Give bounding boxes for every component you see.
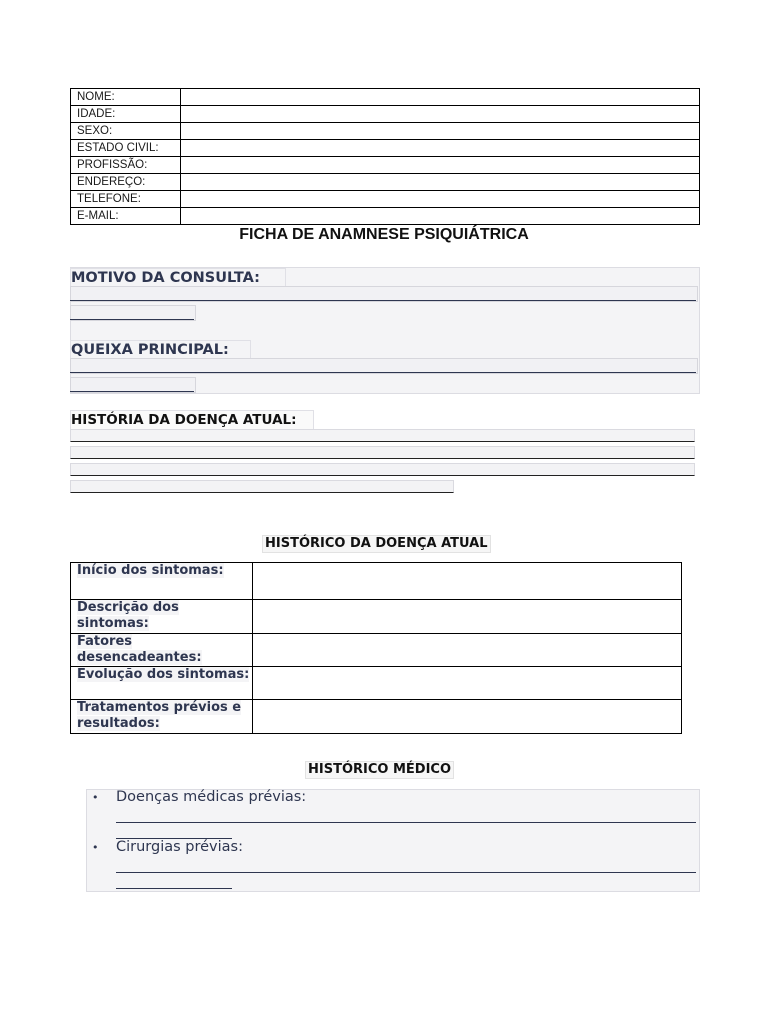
document-title: FICHA DE ANAMNESE PSIQUIÁTRICA [239,226,529,243]
bullet-icon: • [92,840,99,854]
row-value-inicio[interactable] [253,563,682,600]
field-label-estado-civil: ESTADO CIVIL: [71,140,181,157]
list-item [92,839,243,855]
table-row [71,123,700,140]
table-row [71,89,700,106]
symptoms-table [70,562,682,734]
table-row [71,634,682,667]
row-label-text: Tratamentos prévios e resultados: [77,700,242,731]
motivo-label: MOTIVO DA CONSULTA: [70,268,286,288]
field-label-email: E-MAIL: [71,208,181,225]
table-row [71,208,700,225]
historico-medico-heading: HISTÓRICO MÉDICO [305,761,454,779]
field-label-telefone: TELEFONE: [71,191,181,208]
field-label-profissao: PROFISSÃO: [71,157,181,174]
row-label-evolucao [71,667,253,700]
historico-doenca-heading: HISTÓRICO DA DOENÇA ATUAL [262,535,491,553]
table-row [71,563,682,600]
table-row [71,191,700,208]
field-label-sexo: SEXO: [71,123,181,140]
table-row [71,174,700,191]
field-label-nome: NOME: [71,89,181,106]
row-value-descricao[interactable] [253,600,682,634]
table-row [71,140,700,157]
row-label-descricao [71,600,253,634]
row-value-fatores[interactable] [253,634,682,667]
field-value-idade[interactable] [181,106,700,123]
historia-answer-line-3[interactable] [70,463,695,476]
row-label-text: Descrição dos sintomas: [77,600,179,631]
field-value-estado-civil[interactable] [181,140,700,157]
field-value-sexo[interactable] [181,123,700,140]
field-value-email[interactable] [181,208,700,225]
table-row [71,667,682,700]
row-label-fatores [71,634,253,667]
table-row [71,600,682,634]
cirurgias-underline-1[interactable] [116,872,696,873]
field-value-nome[interactable] [181,89,700,106]
bullet-icon: • [92,790,99,804]
motivo-underline-1 [70,300,696,301]
personal-info-table [70,88,700,225]
table-row [71,106,700,123]
row-label-text: Fatores desencadeantes: [77,634,202,665]
field-value-profissao[interactable] [181,157,700,174]
queixa-underline-1 [70,372,696,373]
table-row [71,157,700,174]
historia-answer-line-1[interactable] [70,429,695,442]
field-value-endereco[interactable] [181,174,700,191]
list-item [92,789,306,805]
table-row [71,700,682,734]
field-label-idade: IDADE: [71,106,181,123]
historia-answer-line-2[interactable] [70,446,695,459]
historia-label: HISTÓRIA DA DOENÇA ATUAL: [70,410,314,430]
row-label-tratamentos [71,700,253,734]
queixa-label: QUEIXA PRINCIPAL: [70,340,251,360]
row-label-text: Evolução dos sintomas: [77,667,250,682]
row-value-evolucao[interactable] [253,667,682,700]
doencas-underline-1[interactable] [116,822,696,823]
row-label-inicio [71,563,253,600]
field-label-endereco: ENDEREÇO: [71,174,181,191]
historia-answer-line-4[interactable] [70,480,454,493]
queixa-underline-2 [70,391,194,392]
item-label-cirurgias: Cirurgias prévias: [116,839,243,855]
motivo-underline-2 [70,319,194,320]
cirurgias-underline-2[interactable] [116,888,232,889]
item-label-doencas: Doenças médicas prévias: [116,789,307,805]
row-value-tratamentos[interactable] [253,700,682,734]
field-value-telefone[interactable] [181,191,700,208]
row-label-text: Início dos sintomas: [77,563,224,578]
